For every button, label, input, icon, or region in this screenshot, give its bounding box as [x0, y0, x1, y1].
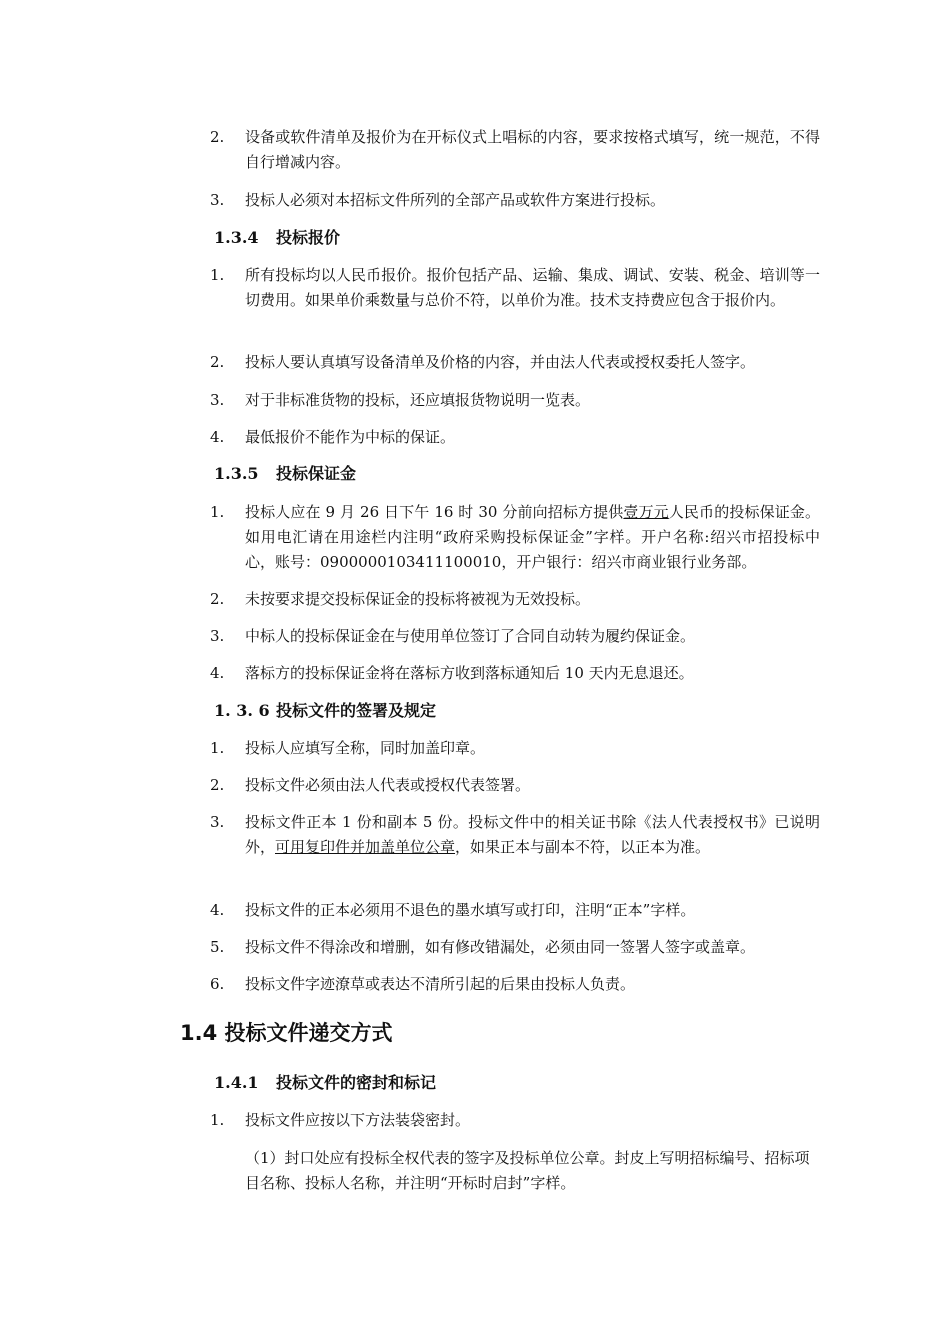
- underlined-text: 可用复印件并加盖单位公章: [275, 838, 456, 856]
- list-item: [210, 350, 820, 375]
- heading-title: 投标文件的密封和标记: [276, 1073, 437, 1092]
- list-number: 2.: [210, 776, 225, 794]
- list-number: 1.: [210, 739, 225, 757]
- list-text: 投标人必须对本招标文件所列的全部产品或软件方案进行投标。: [245, 191, 666, 209]
- list-number: 1.: [210, 266, 225, 284]
- list-text: 未按要求提交投标保证金的投标将被视为无效投标。: [245, 590, 591, 608]
- list-item: [210, 263, 820, 313]
- list-number: 3.: [210, 391, 225, 409]
- list-item: [210, 1108, 820, 1133]
- list-number: 2.: [210, 590, 225, 608]
- list-item: [210, 500, 820, 575]
- heading-number: 1.4.1: [214, 1073, 259, 1092]
- list-item: [210, 624, 820, 649]
- list-item: [210, 661, 820, 686]
- list-text: 投标文件不得涂改和增删，如有修改错漏处，必须由同一签署人签字或盖章。: [245, 938, 756, 956]
- list-text: 对于非标准货物的投标，还应填报货物说明一览表。: [245, 391, 591, 409]
- list-text: 投标人应填写全称，同时加盖印章。: [245, 739, 486, 757]
- list-text: 设备或软件清单及报价为在开标仪式上唱标的内容，要求按格式填写，统一规范，不得自行增减内容。: [245, 128, 820, 171]
- list-item: [210, 972, 820, 997]
- subsection-heading: [214, 1071, 436, 1095]
- list-number: 5.: [210, 938, 225, 956]
- list-item: [210, 188, 820, 213]
- list-text: 投标文件必须由法人代表或授权代表签署。: [245, 776, 531, 794]
- list-text: 投标人要认真填写设备清单及价格的内容，并由法人代表或授权委托人签字。: [245, 353, 756, 371]
- heading-title: 投标保证金: [276, 464, 357, 483]
- list-text: 投标文件应按以下方法装袋密封。: [245, 1111, 471, 1129]
- list-item: [210, 810, 820, 860]
- text-run: 投标文件正本 1 份和副本 5 份。投标文件中的相关证书除《法人代表授权书》已说明外，: [245, 813, 820, 856]
- list-item: [210, 425, 820, 450]
- underlined-text: 壹万元: [623, 503, 669, 521]
- heading-number: 1.3.4: [214, 228, 259, 247]
- list-item: [210, 898, 820, 923]
- list-number: 3.: [210, 191, 225, 209]
- list-text: 所有投标均以人民币报价。报价包括产品、运输、集成、调试、安装、税金、培训等一切费用。如果单价乘数量与总价不符，以单价为准。技术支持费应包含于报价内。: [245, 266, 820, 309]
- list-number: 1.: [210, 503, 225, 521]
- heading-number: 1. 3. 6: [214, 701, 270, 720]
- subsection-heading: [214, 226, 340, 250]
- list-item: [210, 736, 820, 761]
- list-text: 中标人的投标保证金在与使用单位签订了合同自动转为履约保证金。: [245, 627, 696, 645]
- list-number: 1.: [210, 1111, 225, 1129]
- list-text: 最低报价不能作为中标的保证。: [245, 428, 456, 446]
- list-item: [210, 125, 820, 175]
- list-number: 2.: [210, 353, 225, 371]
- subsection-heading: [214, 462, 356, 486]
- list-number: 6.: [210, 975, 225, 993]
- list-text: 投标文件的正本必须用不退色的墨水填写或打印，注明“正本”字样。: [245, 901, 696, 919]
- list-number: 2.: [210, 128, 225, 146]
- list-number: 4.: [210, 664, 225, 682]
- text-run: ，如果正本与副本不符，以正本为准。: [455, 838, 711, 856]
- list-text: [245, 810, 820, 860]
- list-number: 4.: [210, 428, 225, 446]
- list-number: 3.: [210, 813, 225, 831]
- heading-title: 投标报价: [276, 228, 341, 247]
- text-run: 投标人应在 9 月 26 日下午 16 时 30 分前向招标方提供: [245, 503, 624, 521]
- section-heading: 1.4 投标文件递交方式: [180, 1021, 393, 1045]
- list-text: [245, 500, 820, 575]
- list-number: 4.: [210, 901, 225, 919]
- list-number: 3.: [210, 627, 225, 645]
- subsection-heading: [214, 699, 436, 723]
- list-item: [210, 388, 820, 413]
- list-item: [210, 773, 820, 798]
- heading-number: 1.3.5: [214, 464, 259, 483]
- body-paragraph: （1）封口处应有投标全权代表的签字及投标单位公章。封皮上写明招标编号、招标项目名称、投标人名称，并注明“开标时启封”字样。: [245, 1149, 810, 1192]
- text-run: 人民币的投标保证金。如用电汇请在用途栏内注明“政府采购投标保证金”字样。开户名称:绍兴市招投标中心，账号：090000010341110001​0，开户银行：绍兴市商业银行业务部。: [245, 503, 820, 571]
- list-item: [210, 935, 820, 960]
- heading-title: 投标文件的签署及规定: [276, 701, 437, 720]
- list-text: 落标方的投标保证金将在落标方收到落标通知后 10 天内无息退还。: [245, 664, 694, 682]
- list-item: [210, 587, 820, 612]
- list-text: 投标文件字迹潦草或表达不清所引起的后果由投标人负责。: [245, 975, 636, 993]
